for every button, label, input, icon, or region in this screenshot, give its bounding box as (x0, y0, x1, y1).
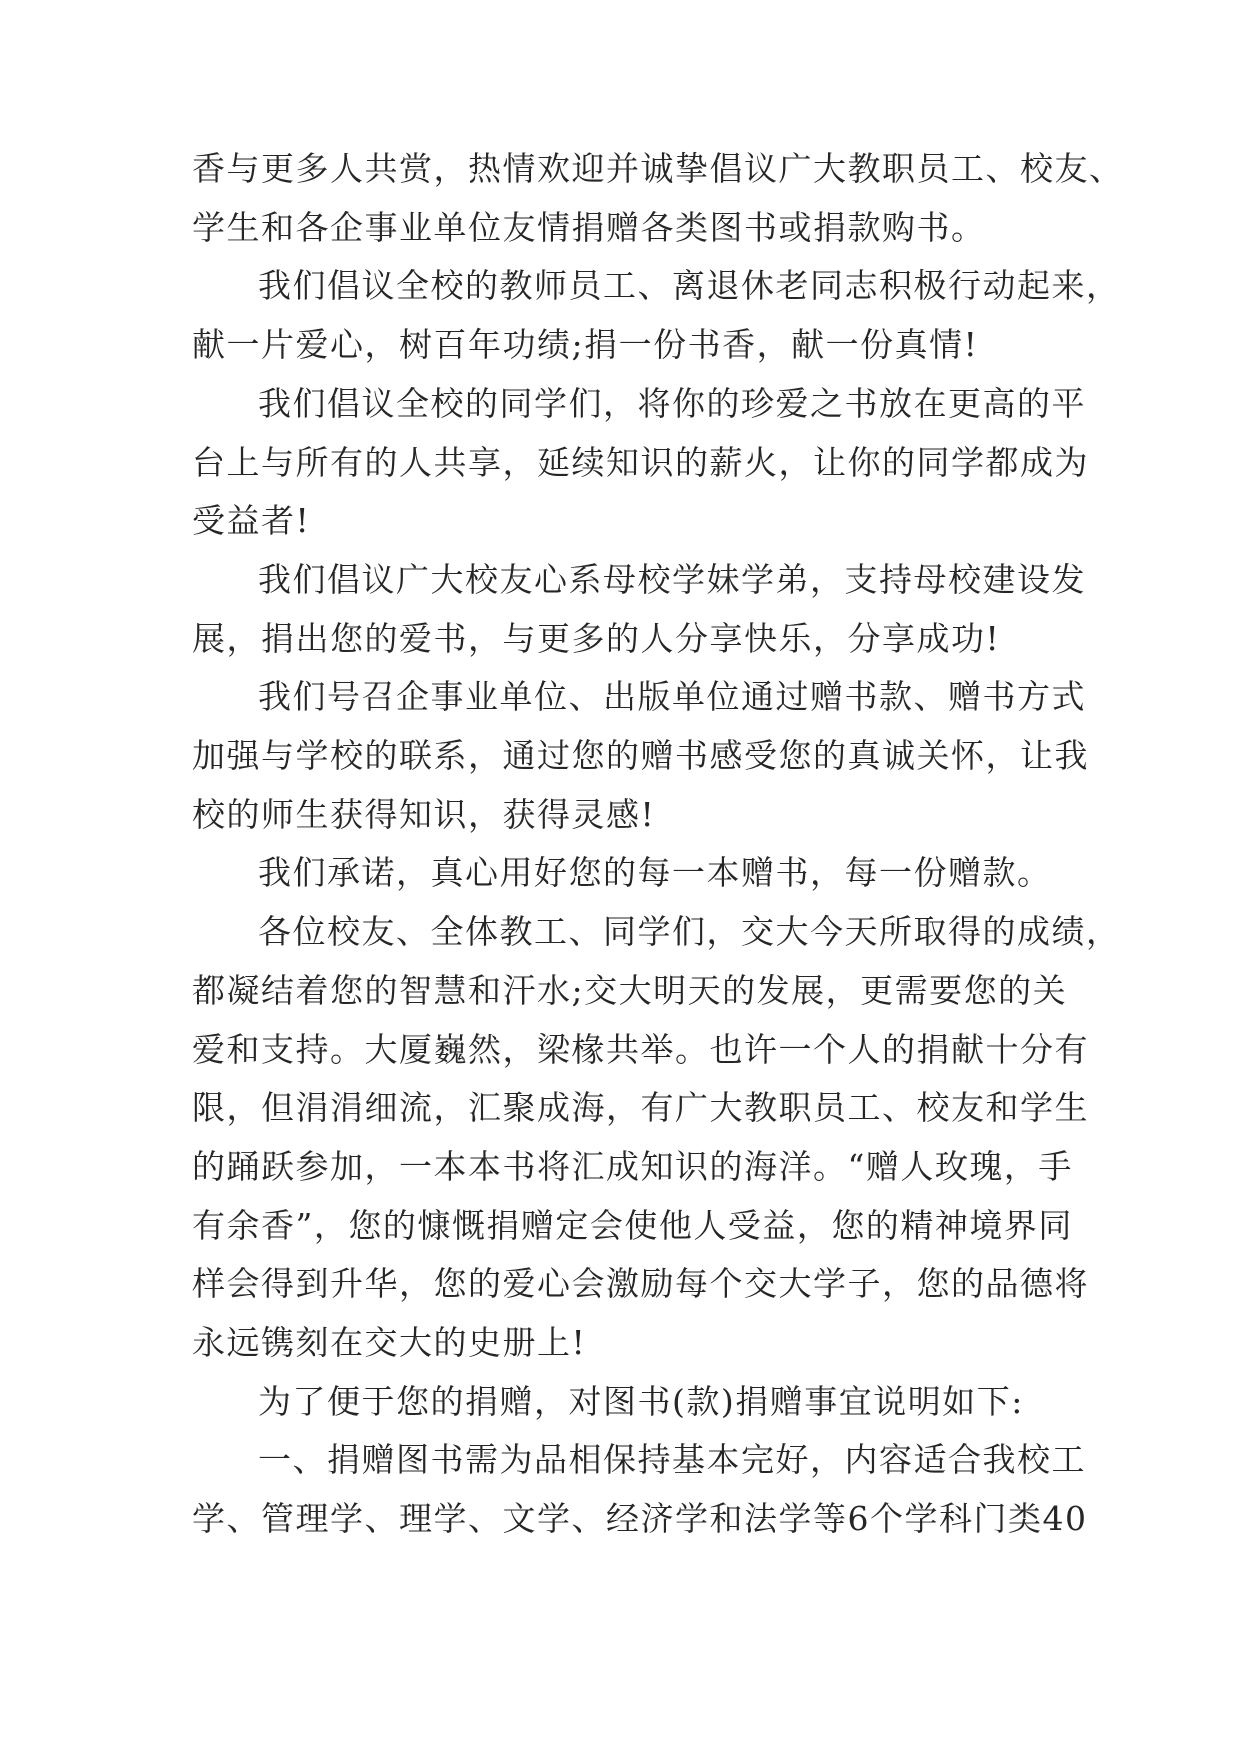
paragraph-8 (192, 1373, 1072, 1432)
paragraph-5 (192, 668, 1089, 844)
text-line: 台上与所有的人共享，延续知识的薪火，让你的同学都成为 (192, 442, 1089, 482)
text-line: 我们承诺，真心用好您的每一本赠书，每一份赠款。 (258, 853, 1052, 893)
paragraph-1 (192, 140, 1124, 257)
text-line: 一、捐赠图书需为品相保持基本完好，内容适合我校工 (258, 1440, 1086, 1480)
text-line: 爱和支持。大厦巍然，梁椽共举。也许一个人的捐献十分有 (192, 1029, 1089, 1069)
text-line: 各位校友、全体教工、同学们，交大今天所取得的成绩， (258, 912, 1121, 952)
paragraph-7 (192, 903, 1121, 1373)
text-line: 永远镌刻在交大的史册上! (192, 1323, 587, 1363)
text-line: 学生和各企事业单位友情捐赠各类图书或捐款购书。 (192, 207, 986, 247)
text-line: 的踊跃参加，一本本书将汇成知识的海洋。“赠人玫瑰，手 (192, 1146, 1073, 1186)
paragraph-2 (192, 257, 1121, 374)
text-line: 展，捐出您的爱书，与更多的人分享快乐，分享成功! (192, 618, 1001, 658)
text-line: 为了便于您的捐赠，对图书(款)捐赠事宜说明如下: (258, 1381, 1024, 1421)
paragraph-4 (192, 551, 1086, 668)
text-line: 校的师生获得知识，获得灵感! (192, 794, 656, 834)
text-line: 我们倡议全校的教师员工、离退休老同志积极行动起来， (258, 266, 1121, 306)
document-page (192, 140, 1124, 1549)
paragraph-3 (192, 375, 1089, 551)
text-line: 香与更多人共赏，热情欢迎并诚挚倡议广大教职员工、校友、 (192, 149, 1124, 188)
text-line: 我们倡议全校的同学们，将你的珍爱之书放在更高的平 (258, 383, 1086, 423)
text-line: 都凝结着您的智慧和汗水;交大明天的发展，更需要您的关 (192, 970, 1068, 1010)
text-line: 有余香”，您的慷慨捐赠定会使他人受益，您的精神境界同 (192, 1205, 1073, 1245)
paragraph-9 (192, 1431, 1088, 1548)
text-line: 我们倡议广大校友心系母校学妹学弟，支持母校建设发 (258, 559, 1086, 599)
text-line: 我们号召企事业单位、出版单位通过赠书款、赠书方式 (258, 677, 1086, 717)
text-line: 学、管理学、理学、文学、经济学和法学等6个学科门类40 (192, 1499, 1088, 1539)
paragraph-6 (192, 844, 1072, 903)
text-line: 受益者! (192, 501, 311, 541)
text-line: 献一片爱心，树百年功绩;捐一份书香，献一份真情! (192, 325, 979, 365)
text-line: 样会得到升华，您的爱心会激励每个交大学子，您的品德将 (192, 1264, 1089, 1304)
text-line: 限，但涓涓细流，汇聚成海，有广大教职员工、校友和学生 (192, 1088, 1089, 1128)
text-line: 加强与学校的联系，通过您的赠书感受您的真诚关怀，让我 (192, 736, 1089, 776)
